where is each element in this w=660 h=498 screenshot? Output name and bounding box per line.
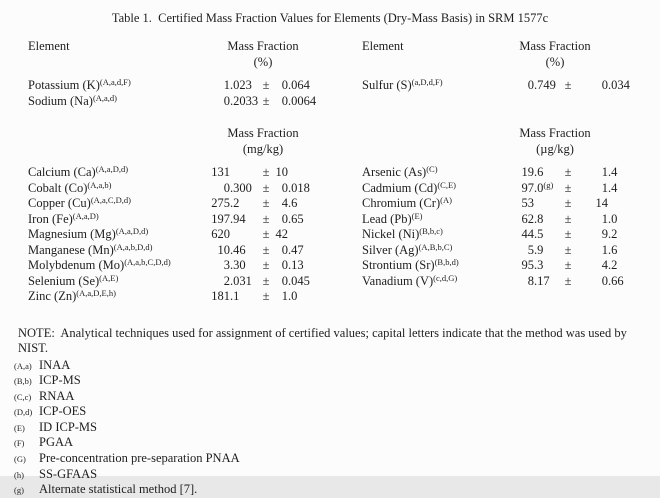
footnote-marker: (A,a) bbox=[14, 360, 32, 371]
element-name: Iron $(Fe)^{(A,a,D)}$ bbox=[28, 210, 99, 226]
footnote-row bbox=[14, 389, 660, 405]
footnote-method: ICP-MS bbox=[39, 373, 81, 388]
element-column-header: Element bbox=[28, 39, 70, 53]
uncertainty-int: 1 bbox=[281, 289, 288, 303]
unit-label: (mg/kg) bbox=[242, 141, 284, 156]
value-frac: .023 bbox=[230, 78, 252, 92]
uncertainty-frac: .018 bbox=[288, 180, 310, 195]
plus-minus: ± bbox=[564, 196, 572, 210]
value-int: 53 bbox=[521, 196, 534, 210]
footnote-marker: (h) bbox=[14, 469, 24, 480]
footnote-method: RNAA bbox=[39, 388, 75, 403]
value-frac: .94 bbox=[230, 211, 246, 226]
value-frac: .3 bbox=[534, 258, 544, 272]
value-int: 10 bbox=[217, 242, 230, 257]
element-footnote-sup: (A,a,D,E,h) bbox=[76, 288, 116, 298]
table-row bbox=[28, 274, 330, 290]
uncertainty-frac: .13 bbox=[288, 258, 304, 272]
percent-right-table bbox=[362, 39, 640, 94]
ugkg-rows bbox=[362, 165, 640, 289]
element-footnote-sup: (A,B,b,C) bbox=[418, 241, 453, 252]
element-column-header: Element bbox=[362, 39, 404, 53]
mgkg-left-table bbox=[28, 126, 330, 305]
footnote-row bbox=[14, 373, 660, 389]
plus-minus: ± bbox=[262, 93, 270, 108]
uncertainty-frac: .0 bbox=[288, 289, 298, 303]
element-name: Strontium $(Sr)^{(B,b,d)}$ bbox=[362, 257, 459, 272]
unit-row bbox=[28, 142, 330, 158]
value-int: 19 bbox=[521, 165, 534, 179]
uncertainty-int: 1 bbox=[601, 180, 608, 195]
element-name: Silver $(Ag)^{(A,B,b,C)}$ bbox=[362, 241, 453, 257]
value-frac: .031 bbox=[230, 273, 252, 288]
element-name: Potassium $(K)^{(A,a,d,F)}$ bbox=[28, 77, 131, 92]
value-int: 620 bbox=[211, 227, 230, 241]
unit-row bbox=[362, 55, 640, 71]
value-frac: .2033 bbox=[230, 93, 259, 108]
table-row bbox=[362, 227, 640, 243]
footnote-row bbox=[14, 404, 660, 420]
trace-section bbox=[0, 126, 660, 305]
value-int: 44 bbox=[521, 227, 534, 241]
uncertainty-int: 0 bbox=[281, 211, 288, 226]
element-footnote-sup: (A) bbox=[440, 195, 452, 205]
value-frac: .6 bbox=[534, 165, 544, 179]
unit-label: (%) bbox=[253, 54, 273, 69]
uncertainty-frac: .034 bbox=[608, 78, 630, 92]
uncertainty-frac bbox=[288, 227, 330, 243]
table-row bbox=[362, 165, 640, 181]
element-footnote-sup: (B,b,d) bbox=[434, 257, 459, 267]
table-row bbox=[28, 181, 330, 197]
element-name: Calcium $(Ca)^{(A,a,D,d)}$ bbox=[28, 164, 129, 179]
uncertainty-int: 1 bbox=[601, 165, 608, 179]
percent-section bbox=[0, 39, 660, 109]
uncertainty-int: 1 bbox=[601, 211, 608, 226]
table-row bbox=[362, 196, 640, 212]
uncertainty-int: 4 bbox=[281, 196, 288, 210]
footnote-method: Pre-concentration pre-separation PNAA bbox=[39, 451, 240, 466]
uncertainty-frac: .0 bbox=[608, 211, 618, 226]
element-footnote-sup: (A,a,D) bbox=[72, 210, 99, 221]
element-name: Vanadium $(V)^{(c,d,G)}$ bbox=[362, 272, 458, 288]
plus-minus: ± bbox=[262, 196, 270, 210]
footnote-method: INAA bbox=[39, 357, 71, 372]
plus-minus: ± bbox=[262, 289, 270, 303]
uncertainty-frac: .4 bbox=[608, 180, 618, 195]
element-footnote-sup: (a,D,d,F) bbox=[411, 77, 443, 87]
element-name: Sodium $(Na)^{(A,a,d)}$ bbox=[28, 92, 118, 108]
uncertainty-frac: .2 bbox=[608, 258, 618, 272]
unit-row bbox=[28, 55, 330, 71]
plus-minus: ± bbox=[262, 165, 270, 179]
table-row bbox=[28, 78, 330, 94]
table-row bbox=[28, 289, 330, 305]
table-row bbox=[28, 258, 330, 274]
footnote-row bbox=[14, 482, 660, 498]
percent-right-rows bbox=[362, 78, 640, 94]
uncertainty-frac: .66 bbox=[608, 273, 624, 288]
value-int: 0 bbox=[223, 93, 230, 108]
table-row bbox=[362, 78, 640, 94]
uncertainty-int: 0 bbox=[281, 242, 288, 257]
element-footnote-sup: (A,a,d) bbox=[92, 92, 118, 103]
uncertainty-int: 4 bbox=[601, 258, 608, 272]
table-row bbox=[362, 243, 640, 259]
value-frac: .2 bbox=[230, 196, 240, 210]
value-int: 2 bbox=[223, 273, 230, 288]
uncertainty-int: 0 bbox=[281, 273, 288, 288]
element-name: Nickel $(Ni)^{(B,b,c)}$ bbox=[362, 226, 443, 241]
element-footnote-sup: (A,a,C,D,d) bbox=[90, 195, 131, 205]
element-footnote-sup: (C,E) bbox=[437, 179, 456, 190]
value-frac: .749 bbox=[534, 78, 556, 92]
unit-label: (%) bbox=[545, 54, 565, 69]
plus-minus: ± bbox=[262, 242, 270, 257]
element-footnote-sup: (A,a,D,d) bbox=[95, 164, 129, 174]
element-name: Cobalt $(Co)^{(A,a,b)}$ bbox=[28, 179, 112, 195]
element-name: Magnesium $(Mg)^{(A,a,D,d)}$ bbox=[28, 226, 149, 241]
plus-minus: ± bbox=[564, 78, 572, 92]
element-name: Chromium $(Cr)^{(A)}$ bbox=[362, 195, 452, 210]
spacer bbox=[362, 157, 640, 165]
value-int: 131 bbox=[211, 165, 230, 179]
uncertainty-frac: .045 bbox=[288, 273, 310, 288]
uncertainty-int: 0 bbox=[281, 180, 288, 195]
header-row bbox=[28, 39, 330, 55]
uncertainty-frac: .2 bbox=[608, 227, 618, 241]
footnote-marker: (F) bbox=[14, 438, 25, 449]
element-name: Cadmium $(Cd)^{(C,E)}$ bbox=[362, 179, 456, 195]
element-footnote-sup: (A,a,d,F) bbox=[99, 77, 131, 87]
footnote-marker: (C,c) bbox=[14, 391, 32, 402]
footnote-list bbox=[0, 358, 660, 498]
spacer bbox=[28, 70, 330, 78]
footnote-marker: (G) bbox=[14, 454, 26, 465]
uncertainty-frac: .4 bbox=[608, 165, 618, 179]
element-footnote-sup: (A,a,b) bbox=[87, 179, 112, 190]
mgkg-rows bbox=[28, 165, 330, 305]
uncertainty-int: 0 bbox=[281, 93, 288, 108]
element-footnote-sup: (C) bbox=[426, 164, 438, 174]
value-int: 0 bbox=[223, 180, 230, 195]
mass-fraction-column-header: Mass Fraction bbox=[227, 39, 299, 53]
uncertainty-int: 0 bbox=[601, 78, 608, 92]
value-frac: .8 bbox=[534, 211, 544, 226]
footnote-row bbox=[14, 358, 660, 374]
value-int: 275 bbox=[211, 196, 230, 210]
unit-row bbox=[362, 142, 640, 158]
value-int: 197 bbox=[211, 211, 230, 226]
uncertainty-frac: .0064 bbox=[288, 93, 317, 108]
plus-minus: ± bbox=[564, 211, 572, 226]
value-int: 5 bbox=[527, 242, 534, 257]
value-frac bbox=[534, 196, 560, 212]
table-row bbox=[28, 227, 330, 243]
element-name: Selenium $(Se)^{(A,E)}$ bbox=[28, 272, 119, 288]
value-frac: .5 bbox=[534, 227, 544, 241]
element-footnote-sup: (A,E) bbox=[99, 272, 119, 283]
ugkg-right-table bbox=[362, 126, 640, 289]
value-int: 181 bbox=[211, 289, 230, 303]
footnote-method: SS-GFAAS bbox=[39, 466, 98, 481]
percent-left-rows bbox=[28, 78, 330, 109]
footnote-marker: (D,d) bbox=[14, 407, 33, 418]
header-row bbox=[362, 39, 640, 55]
note-text: NOTE: Analytical techniques used for assignment of certified values; capital letters indicate that the method was used by NIST. bbox=[18, 325, 630, 355]
element-name: Lead $(Pb)^{(E)}$ bbox=[362, 210, 423, 226]
footnote-row bbox=[14, 451, 660, 467]
footnote-method: PGAA bbox=[39, 435, 74, 450]
value-int: 3 bbox=[223, 258, 230, 272]
table-row bbox=[28, 196, 330, 212]
value-int: 0 bbox=[527, 78, 534, 92]
table-row bbox=[362, 258, 640, 274]
plus-minus: ± bbox=[262, 211, 270, 226]
uncertainty-int: 14 bbox=[595, 196, 608, 210]
value-frac: .46 bbox=[230, 242, 246, 257]
footnote-method: ICP-OES bbox=[39, 404, 87, 419]
mass-fraction-column-header: Mass Fraction bbox=[519, 39, 591, 53]
value-int: 8 bbox=[527, 273, 534, 288]
value-int: 62 bbox=[521, 211, 534, 226]
element-footnote-sup: (A,a,D,d) bbox=[115, 226, 149, 236]
plus-minus: ± bbox=[262, 78, 270, 92]
footnote-method: Alternate statistical method [7]. bbox=[39, 482, 198, 497]
mass-fraction-column-header: Mass Fraction bbox=[227, 126, 299, 140]
value-frac: .300 bbox=[230, 180, 252, 195]
footnote-marker: (g) bbox=[14, 485, 24, 496]
uncertainty-frac: .6 bbox=[288, 196, 298, 210]
footnote-row bbox=[14, 420, 660, 436]
value-frac: .30 bbox=[230, 258, 246, 272]
plus-minus: ± bbox=[564, 273, 572, 288]
uncertainty-frac: .65 bbox=[288, 211, 304, 226]
plus-minus: ± bbox=[262, 258, 270, 272]
element-name: Copper $(Cu)^{(A,a,C,D,d)}$ bbox=[28, 195, 131, 210]
element-name: Manganese $(Mn)^{(A,a,b,D,d)}$ bbox=[28, 241, 153, 257]
footnote-legend bbox=[0, 358, 660, 498]
value-frac: .9 bbox=[534, 242, 544, 257]
footnote-marker: (B,b) bbox=[14, 376, 32, 387]
element-footnote-sup: (B,b,c) bbox=[419, 226, 443, 236]
mass-fraction-column-header: Mass Fraction bbox=[519, 126, 591, 140]
percent-left-table bbox=[28, 39, 330, 109]
uncertainty-int: 10 bbox=[275, 165, 288, 179]
uncertainty-int: 1 bbox=[601, 242, 608, 257]
spacer bbox=[28, 157, 330, 165]
plus-minus: ± bbox=[262, 227, 270, 241]
table-row bbox=[28, 212, 330, 228]
footnote-method: ID ICP-MS bbox=[39, 419, 97, 434]
plus-minus: ± bbox=[564, 258, 572, 272]
uncertainty-frac bbox=[608, 196, 640, 212]
plus-minus: ± bbox=[564, 227, 572, 241]
uncertainty-int: 0 bbox=[281, 78, 288, 92]
value-frac: .0$^{(g)}$ bbox=[534, 179, 554, 195]
table-row bbox=[28, 165, 330, 181]
plus-minus: ± bbox=[564, 242, 572, 257]
value-int: 97 bbox=[521, 180, 534, 195]
uncertainty-int: 0 bbox=[601, 273, 608, 288]
element-footnote-sup: (A,a,b,D,d) bbox=[113, 241, 153, 252]
table-row bbox=[28, 94, 330, 110]
value-int: 95 bbox=[521, 258, 534, 272]
plus-minus: ± bbox=[262, 180, 270, 195]
plus-minus: ± bbox=[564, 180, 572, 195]
element-name: Molybdenum $(Mo)^{(A,a,b,C,D,d)}$ bbox=[28, 257, 171, 272]
element-footnote-sup: (A,a,b,C,D,d) bbox=[124, 257, 171, 267]
uncertainty-int: 42 bbox=[275, 227, 288, 241]
uncertainty-frac bbox=[288, 165, 330, 181]
element-footnote-sup: (E) bbox=[411, 210, 423, 221]
header-row bbox=[362, 126, 640, 142]
element-name: Zinc $(Zn)^{(A,a,D,E,h)}$ bbox=[28, 288, 116, 303]
uncertainty-int: 0 bbox=[281, 258, 288, 272]
uncertainty-frac: .47 bbox=[288, 242, 304, 257]
table-row bbox=[28, 243, 330, 259]
plus-minus: ± bbox=[262, 273, 270, 288]
plus-minus: ± bbox=[564, 165, 572, 179]
value-footnote-sup: (g) bbox=[543, 179, 554, 190]
header-row bbox=[28, 126, 330, 142]
value-int: 1 bbox=[223, 78, 230, 92]
uncertainty-frac: .6 bbox=[608, 242, 618, 257]
footnote-marker: (E) bbox=[14, 422, 25, 433]
unit-label: (µg/kg) bbox=[536, 141, 574, 156]
table-row bbox=[362, 212, 640, 228]
table-row bbox=[362, 181, 640, 197]
element-name: Arsenic $(As)^{(C)}$ bbox=[362, 164, 438, 179]
value-frac bbox=[230, 227, 258, 243]
spacer bbox=[362, 70, 640, 78]
element-footnote-sup: (c,d,G) bbox=[433, 272, 458, 283]
value-frac: .1 bbox=[230, 289, 240, 303]
uncertainty-int: 9 bbox=[601, 227, 608, 241]
footnote-row bbox=[14, 435, 660, 451]
value-frac: .17 bbox=[534, 273, 550, 288]
uncertainty-frac: .064 bbox=[288, 78, 310, 92]
footnote-row bbox=[14, 467, 660, 483]
value-frac bbox=[230, 165, 258, 181]
element-name: Sulfur $(S)^{(a,D,d,F)}$ bbox=[362, 77, 443, 92]
table-row bbox=[362, 274, 640, 290]
table-title: Table 1. Certified Mass Fraction Values for Elements (Dry-Mass Basis) in SRM 1577c bbox=[111, 11, 549, 25]
